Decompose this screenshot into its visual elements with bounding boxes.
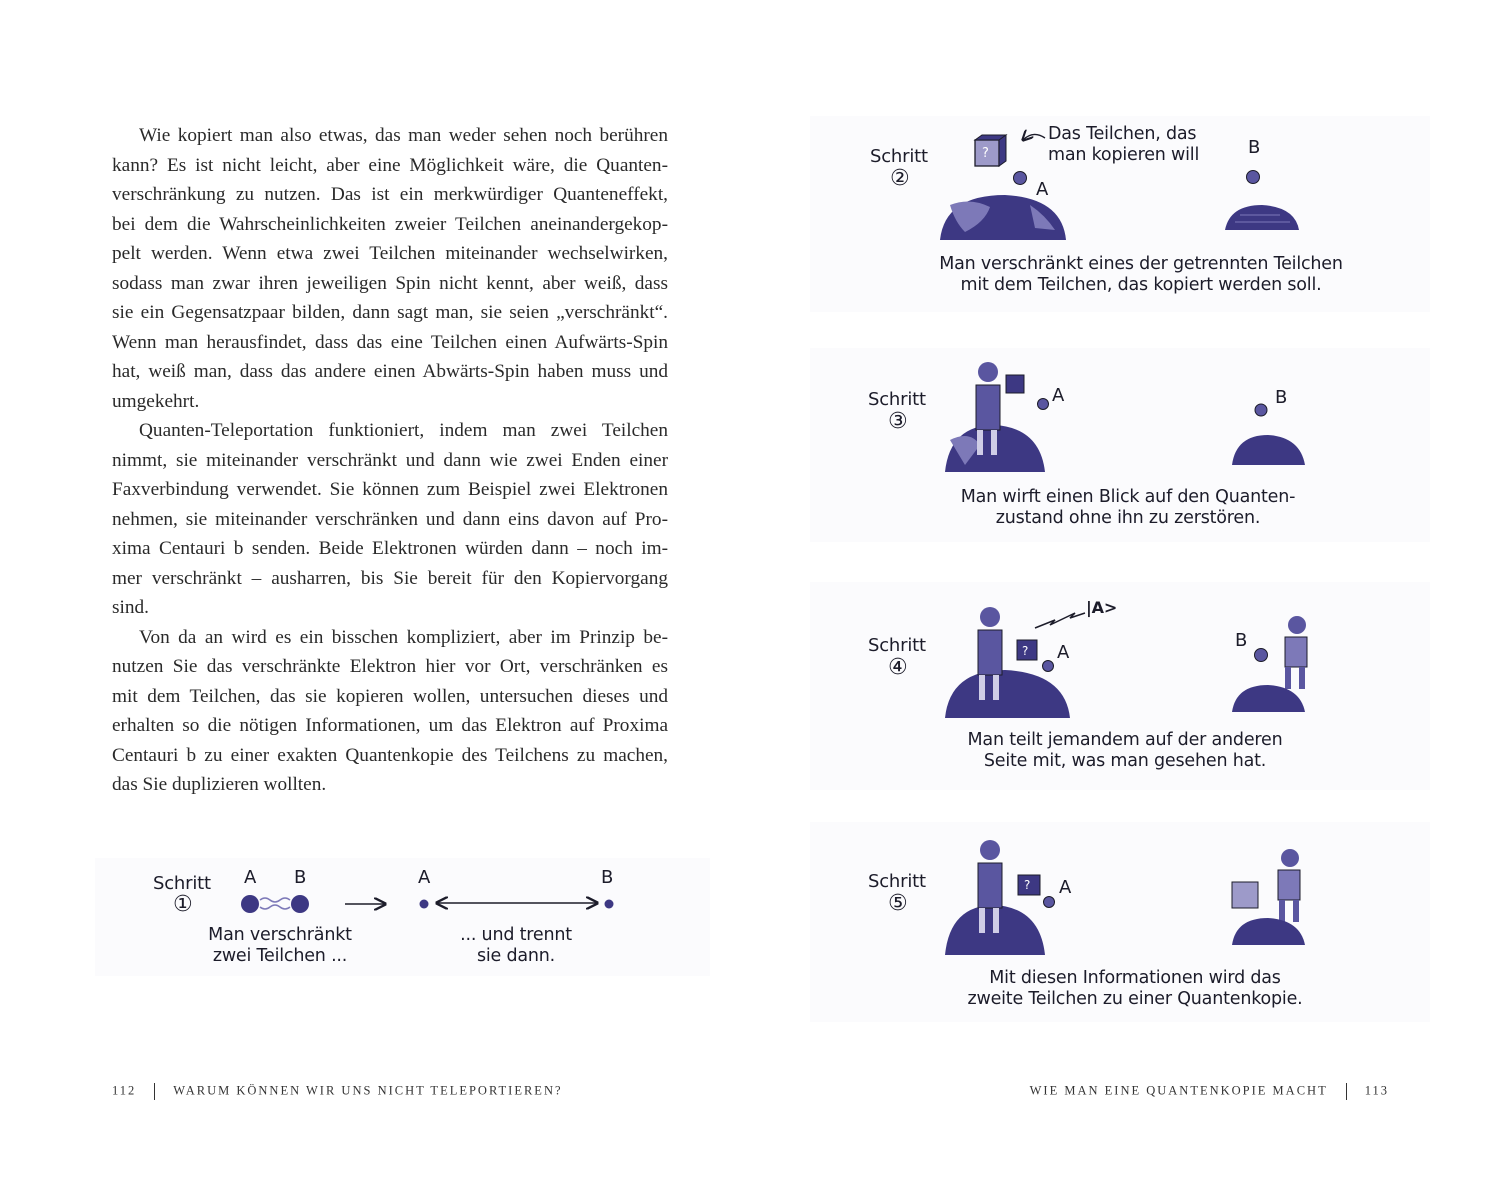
step3-a-label: A <box>1052 385 1065 406</box>
note-line: man kopieren will <box>1048 145 1200 165</box>
text-line: erhalten so die nötigen Informationen, um das Elektron auf Proxima <box>112 715 668 736</box>
step1-b2-label: B <box>601 867 614 888</box>
particle-a-separated <box>420 900 429 909</box>
step2-number: ② <box>890 166 910 191</box>
planet-proxima-icon <box>1225 205 1299 230</box>
text-line: Quanten-Teleportation funktioniert, indem man zwei Teilchen <box>139 420 668 441</box>
text-line: pelt werden. Wenn etwa zwei Teilchen miteinander wechselwirken, <box>112 243 668 264</box>
step1-a2-label: A <box>418 867 431 888</box>
particle-a <box>1044 897 1055 908</box>
text-line: nutzen Sie das verschränkte Elektron hier vor Ort, verschränken es <box>112 656 668 677</box>
arrow-to-cube-icon <box>1023 134 1045 140</box>
text-line: hat, weiß man, dass das andere einen Abwärts-Spin haben muss und <box>112 361 668 382</box>
step4-caption <box>968 730 1283 772</box>
particle-b <box>1247 171 1260 184</box>
step2-a-label: A <box>1036 179 1049 200</box>
text-line: bei dem die Wahrscheinlichkeiten zweier Teilchen aneinandergekop- <box>112 213 668 235</box>
step5-cube-mark: ? <box>1024 878 1031 892</box>
step2-note <box>1048 124 1199 166</box>
running-head: WARUM KÖNNEN WIR UNS NICHT TELEPORTIEREN? <box>173 1083 563 1098</box>
person-receiver-icon <box>1285 616 1307 689</box>
right-footer <box>1030 1083 1389 1100</box>
text-line: Faxverbindung verwendet. Sie können zum Beispiel zwei Elektronen <box>112 479 668 500</box>
particle-b <box>1255 404 1267 416</box>
page-number: 113 <box>1364 1083 1389 1098</box>
step1-drawing <box>241 895 614 913</box>
footer-divider <box>154 1083 155 1100</box>
text-line: nehmen, sie miteinander verschränken und dann eins davon auf Pro- <box>112 508 668 530</box>
caption-line: Man verschränkt <box>208 925 352 945</box>
particle-b <box>291 895 309 913</box>
text-line: umgekehrt. <box>112 390 200 412</box>
step5-caption <box>967 968 1302 1010</box>
caption-line: mit dem Teilchen, das kopiert werden soll. <box>960 275 1322 295</box>
entanglement-squiggle-icon <box>260 898 290 909</box>
text-line: kann? Es ist nicht leicht, aber eine Möglichkeit wäre, die Quanten- <box>112 154 668 176</box>
text-line: das Sie duplizieren wollten. <box>112 774 327 795</box>
caption-line: ... und trennt <box>460 925 572 945</box>
text-line: Wenn man herausfindet, dass das eine Teilchen einen Aufwärts-Spin <box>112 331 668 353</box>
step2-cube-mark: ? <box>982 146 989 161</box>
step5-a-label: A <box>1059 877 1072 898</box>
note-line: Das Teilchen, das <box>1048 124 1197 144</box>
text-line: Von da an wird es ein bisschen kompliziert, aber im Prinzip be- <box>139 626 668 648</box>
text-line: Centauri b zu einer exakten Quantenkopie des Teilchens zu machen, <box>112 744 668 766</box>
caption-line: Man verschränkt eines der getrennten Teilchen <box>939 254 1343 274</box>
running-head: WIE MAN EINE QUANTENKOPIE MACHT <box>1029 1083 1328 1098</box>
particle-a <box>1038 399 1049 410</box>
particle-b <box>1255 649 1268 662</box>
page-number: 112 <box>112 1083 137 1098</box>
step1-a-label: A <box>244 867 257 888</box>
text-line: nimmt, sie miteinander verschränkt und dann wie zwei Enden einer <box>112 449 668 471</box>
planet-proxima-icon <box>1232 685 1305 712</box>
caption-line: sie dann. <box>476 946 556 966</box>
text-line: mer verschränkt – ausharren, bis Sie bereit für den Kopiervorgang <box>112 567 668 589</box>
signal-bolt-icon <box>1035 613 1085 628</box>
caption-line: zweite Teilchen zu einer Quantenkopie. <box>967 989 1303 1009</box>
step1-b-label: B <box>294 867 307 888</box>
step4-a-label: A <box>1057 642 1070 663</box>
step4-b-label: B <box>1235 630 1248 651</box>
planet-proxima-icon <box>1232 435 1305 465</box>
caption-line: zustand ohne ihn zu zerstören. <box>995 508 1261 528</box>
step2-b-label: B <box>1248 137 1261 158</box>
planet-earth-icon <box>945 670 1070 718</box>
particle-a <box>1043 661 1054 672</box>
step1-caption-separate <box>460 925 572 967</box>
caption-line: Man wirft einen Blick auf den Quanten- <box>960 487 1296 507</box>
text-line: sind. <box>112 597 149 618</box>
caption-line: zwei Teilchen ... <box>212 946 348 966</box>
step3-number: ③ <box>888 409 908 434</box>
step4-number: ④ <box>888 655 908 680</box>
step3-b-label: B <box>1275 387 1288 408</box>
step1-caption-entangle <box>208 925 352 967</box>
planet-proxima-icon <box>1232 918 1305 945</box>
caption-line: Seite mit, was man gesehen hat. <box>983 751 1267 771</box>
step5-number: ⑤ <box>888 891 908 916</box>
left-footer <box>112 1083 563 1100</box>
particle-a <box>241 895 259 913</box>
step4-drawing <box>945 607 1307 718</box>
step2-caption <box>939 254 1343 296</box>
quantum-state-signal: |A> <box>1086 598 1118 617</box>
caption-line: Mit diesen Informationen wird das <box>989 968 1281 988</box>
step1-number: ① <box>173 892 193 917</box>
text-line: sie ein Gegensatzpaar bilden, dann sagt man, sie seien „verschränkt“. <box>112 302 668 323</box>
footer-divider <box>1346 1083 1347 1100</box>
text-line: xima Centauri b senden. Beide Elektronen würden dann – noch im- <box>112 538 668 559</box>
step2-label: Schritt <box>870 146 928 167</box>
text-line: Wie kopiert man also etwas, das man weder sehen noch berühren <box>139 125 668 146</box>
step5-drawing <box>945 840 1305 955</box>
step5-label: Schritt <box>868 871 926 892</box>
person-receiver-icon <box>1278 849 1300 922</box>
caption-line: Man teilt jemandem auf der anderen <box>967 730 1283 750</box>
particle-a <box>1014 172 1027 185</box>
text-line: sodass man zwar ihren jeweiligen Spin nicht kennt, aber weiß, dass <box>112 272 668 294</box>
step1-label: Schritt <box>153 873 211 894</box>
copied-cube-icon <box>1232 882 1258 908</box>
step3-label: Schritt <box>868 389 926 410</box>
step3-caption <box>961 487 1296 529</box>
step4-cube-mark: ? <box>1022 644 1029 658</box>
step3-drawing <box>945 362 1305 472</box>
particle-b-separated <box>605 900 614 909</box>
step4-label: Schritt <box>868 635 926 656</box>
text-line: mit dem Teilchen, das sie kopieren wollen, untersuchen dieses und <box>112 685 668 707</box>
text-line: verschränkung zu nutzen. Das ist ein merkwürdiger Quanteneffekt, <box>112 184 668 205</box>
